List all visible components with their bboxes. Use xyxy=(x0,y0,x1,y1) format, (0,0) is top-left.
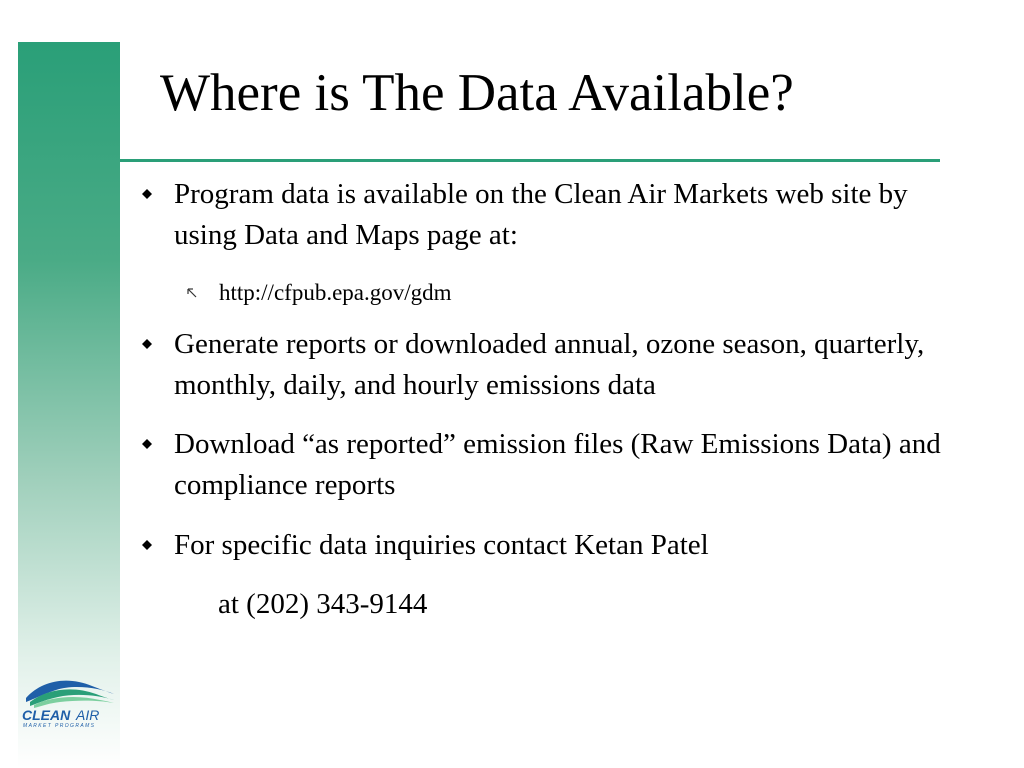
clean-air-logo xyxy=(20,672,116,728)
logo-word-clean: CLEAN xyxy=(22,707,71,723)
side-gradient-bar xyxy=(18,42,120,768)
bullet-text: For specific data inquiries contact Ketan Patel xyxy=(174,529,709,561)
contact-phone-text: at (202) 343-9144 xyxy=(218,588,428,620)
sub-bullet-link-text[interactable]: http://cfpub.epa.gov/gdm xyxy=(219,280,452,305)
bullet-text: Generate reports or downloaded annual, ozone season, quarterly, monthly, daily, and hourly emissions data xyxy=(174,328,925,401)
diamond-bullet-icon xyxy=(140,187,154,201)
bullet-text: Download “as reported” emission files (Raw Emissions Data) and compliance reports xyxy=(174,428,941,501)
logo-word-air: AIR xyxy=(76,707,100,723)
arrow-bullet-icon xyxy=(186,287,198,299)
diamond-bullet-icon xyxy=(140,538,154,552)
bullet-text: Program data is available on the Clean Air Markets web site by using Data and Maps page at: xyxy=(174,178,908,251)
logo-tagline: MARKET PROGRAMS xyxy=(23,723,96,728)
title-divider xyxy=(120,159,940,162)
diamond-bullet-icon xyxy=(140,437,154,451)
diamond-bullet-icon xyxy=(140,337,154,351)
slide-title: Where is The Data Available? xyxy=(160,64,794,122)
